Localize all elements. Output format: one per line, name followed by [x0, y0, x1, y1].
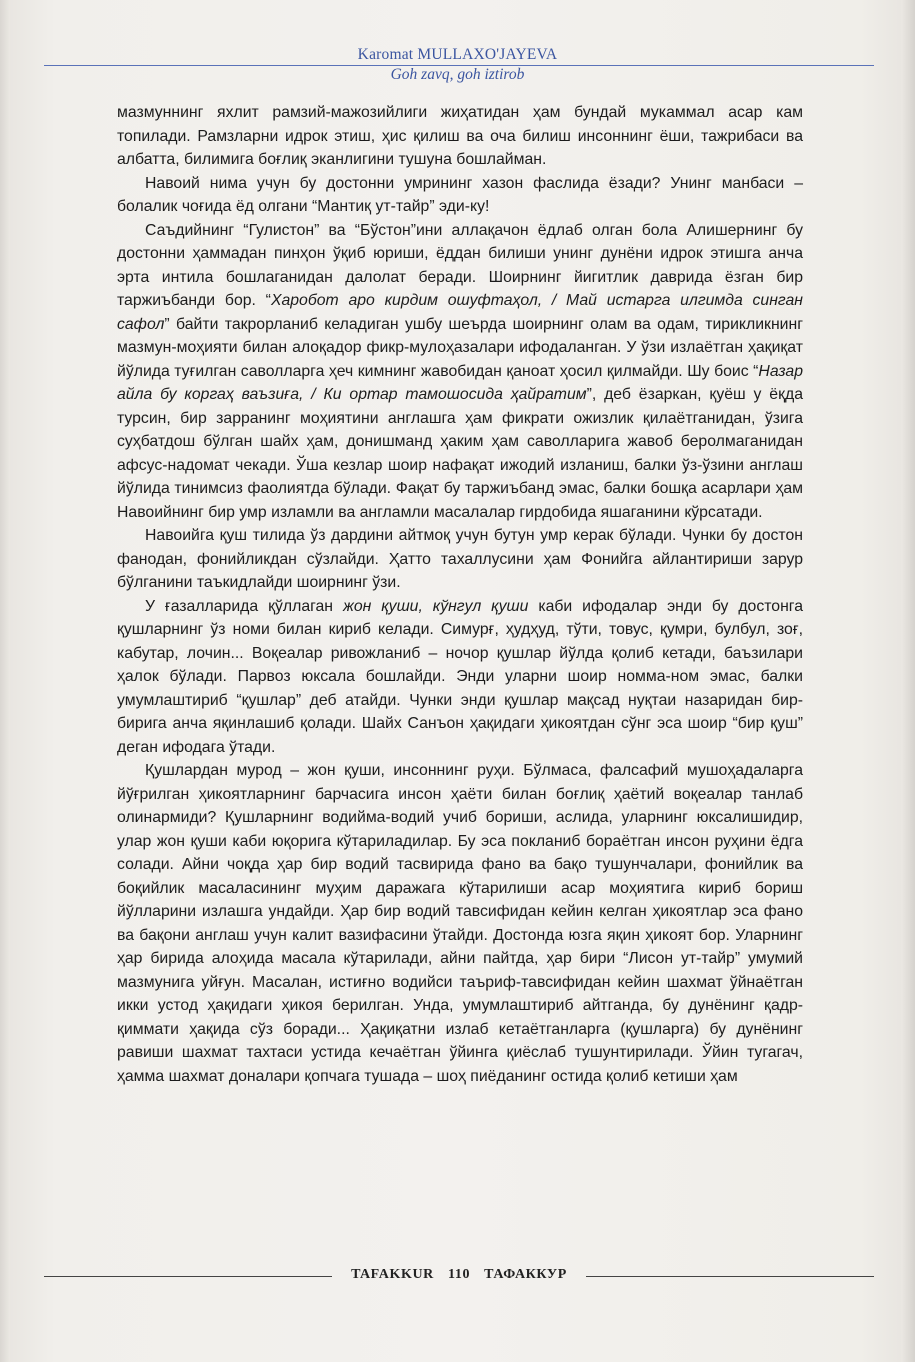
paragraph-text: мазмуннинг яхлит рамзий-мажозийлиги жиҳатидан ҳам бундай мукаммал асар кам топилади. Рамзларни идрок этиш, ҳис қилиш ва оча билиш инсоннинг ёши, тажрибаси ва албатта, билимига боғлиқ эканлигини тушуна бошлайман. [117, 104, 803, 168]
paragraph [117, 219, 803, 525]
footer-rule-right [586, 1276, 874, 1277]
footer-journal-cyrillic: ТАФАККУР [484, 1267, 567, 1282]
italic-quote: жон қуши, кўнгул қуши [342, 597, 529, 615]
paragraph [117, 595, 803, 760]
page-edge-right [901, 0, 915, 1362]
page-number: 110 [448, 1267, 471, 1282]
footer-journal-latin: TAFAKKUR [351, 1267, 434, 1282]
paragraph-text: У ғазалларида қўллаган [145, 597, 343, 615]
paragraph-text: каби ифодалар энди бу достонга қушларнинг ўз номи билан кириб келади. Симурғ, ҳудҳуд, тўти, товус, қумри, булбул, зоғ, кабутар, лочин... Воқеалар ривожланиб – ночор қушлар йўлда қолиб кетади, баъзилари ҳалок бўлади. Парвоз юксала бошлайди. Энди уларни шоир номма-ном эмас, балки умумлаштириб “қушлар” деб атайди. Чунки энди қушлар мақсад нуқтаи назаридан бир-бирига анча яқинлашиб қолади. Шайх Санъон ҳақидаги ҳикоятдан сўнг эса шоир “бир қуш” деган ифодага ўтади. [117, 597, 804, 756]
paragraph [117, 524, 803, 595]
paragraph [117, 759, 803, 1088]
article-body [117, 101, 803, 1088]
running-header-author: Karomat MULLAXO'JAYEVA [357, 46, 558, 63]
paragraph-text: Навоийга қуш тилида ўз дардини айтмоқ учун бутун умр керак бўлади. Чунки бу достон фанодан, фонийликдан сўзлайди. Ҳатто тахаллусини ҳам Фонийга айлантириши зарур бўлганини таъкидлайди шоирнинг ўзи. [117, 527, 803, 591]
paragraph [117, 101, 803, 172]
paragraph-text: Навоий нима учун бу достонни умрининг хазон фаслида ёзади? Унинг манбаси – болалик чоғида ёд олгани “Мантиқ ут-тайр” эди-ку! [117, 174, 803, 215]
footer-text [332, 1267, 586, 1283]
running-header-subtitle: Goh zavq, goh iztirob [390, 66, 525, 83]
paragraph-text: ” байти такрорланиб келадиган ушбу шеърда шоирнинг олам ва одам, тирикликнинг мазмун-моҳияти билан алоқадор фикр-мулоҳазалари ифодаланган. У ўзи излаётган ҳақиқат йўлида туғилган саволларга ҳеч кимнинг жавобидан қаноат ҳосил қилмайди. Шу боис “ [117, 315, 803, 380]
page-footer [44, 1267, 874, 1287]
italic-quote: Харобот аро кирдим ошуфтаҳол, / Май истарга илгимда синган сафол [117, 292, 803, 333]
paragraph [117, 172, 803, 219]
page-edge-left [0, 0, 10, 1362]
paragraph-text: Қушлардан мурод – жон қуши, инсоннинг руҳи. Бўлмаса, фалсафий мушоҳадаларга йўғрилган ҳикоятларнинг барчасига инсон ҳаёти билан боғлиқ ҳаётий воқеалар танлаб олинармиди? Қушларнинг водийма-водий учиб бориши, аслида, уларнинг юксалишидир, улар жон қуши каби юқорига кўтариладилар. Бу эса покланиб бораётган инсон руҳини ёдга солади. Айни чоқда ҳар бир водий тасвирида фано ва бақо тушунчалари, фонийлик ва боқийлик масаласининг муҳим даражага кўтарилиши асар моҳиятига кириб бориш йўлларини излашга ундайди. Ҳар бир водий тавсифидан кейин келган ҳикоятлар эса фано ва бақони англаш учун калит вазифасини ўтайди. Достонда юзга яқин ҳикоят бор. Уларнинг ҳар бирида алоҳида масала кўтарилади, айни пайтда, ҳар бири “Лисон ут-тайр” умумий мазмунига уйғун. Масалан, истиғно водийси таъриф-тавсифидан кейин шахмат ўйнаётган икки устод ҳақидаги ҳикоя берилган. Унда, умумлаштириб айтганда, бу дунёнинг қадр-қиммати ҳақида сўз боради... Ҳақиқатни излаб кетаётганларга (қушларга) бу дунёнинг равиши шахмат тахтаси устида кечаётган ўйинга қиёслаб тушунтирилади. Ўйин тугагач, ҳамма шахмат доналари қопчага тушада – шоҳ пиёданинг остида қолиб кетиши ҳам [117, 762, 803, 1085]
footer-rule-left [44, 1276, 332, 1277]
italic-quote: Назар айла бу коргаҳ ваъзиға, / Ки ортар тамошосида ҳайратим [117, 362, 803, 403]
paragraph-text: Саъдийнинг “Гулистон” ва “Бўстон”ини аллақачон ёдлаб олган бола Алишернинг бу достонни ҳаммадан пинҳон ўқиб юриши, ёддан билиши унинг дунёни идрок этишга анча эрта интила бошлаганидан далолат беради. Шоирнинг йигитлик даврида ёзган бир таржиъбанди бор. “ [117, 221, 803, 309]
paragraph-text: ”, деб ёзаркан, қуёш у ёқда турсин, бир зарранинг моҳиятини англашга ҳам фикрати ожизлик қилаётганидан, ўзига суҳбатдош бўлган шайх ҳам, донишманд ҳаким ҳам саволларига жавоб беролмаганидан афсус-надомат чекади. Ўша кезлар шоир нафақат ижодий изланиш, балки ўз-ўзини англаш йўлида тинимсиз фаолиятда бўлади. Фақат бу таржиъбанд эмас, балки бошқа асарлари ҳам Навоийнинг бир умр изламли ва англамли масалалар гирдобида яшаганини кўрсатади. [117, 386, 803, 521]
